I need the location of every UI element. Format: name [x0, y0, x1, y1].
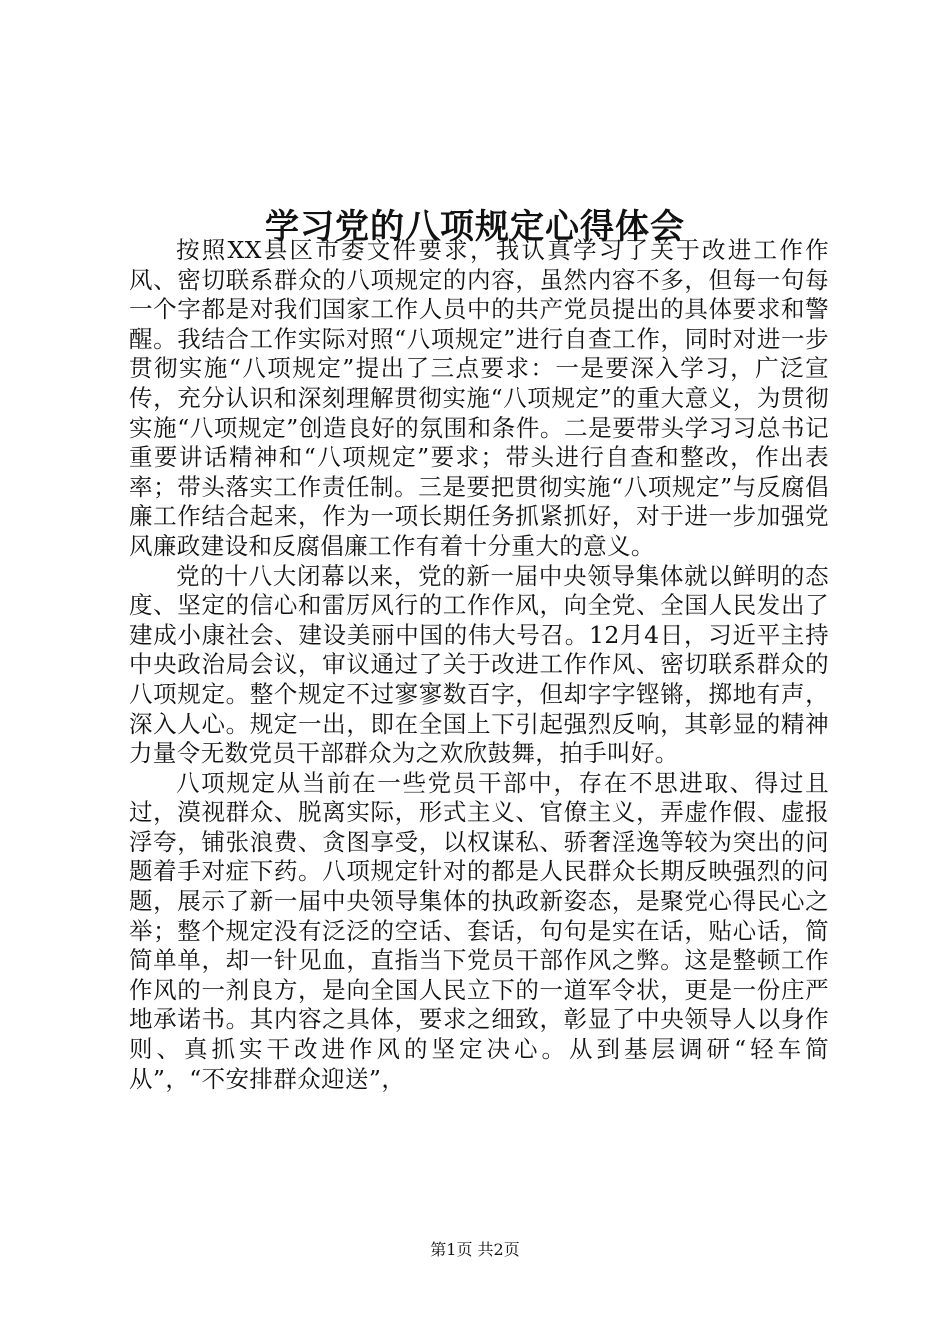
document-body [129, 236, 829, 1094]
page-number-footer: 第1页 共2页 [430, 1240, 520, 1259]
paragraph-1: 按照XX县区市委文件要求，我认真学习了关于改进工作作风、密切联系群众的八项规定的内容，虽然内容不多，但每一句每一个字都是对我们国家工作人员中的共产党员提出的具体要求和警醒。我结合工作实际对照“八项规定”进行自查工作，同时对进一步贯彻实施“八项规定”提出了三点要求：一是要深入学习，广泛宣传，充分认识和深刻理解贯彻实施“八项规定”的重大意义，为贯彻实施“八项规定”创造良好的氛围和条件。二是要带头学习习总书记重要讲话精神和“八项规定”要求；带头进行自查和整改，作出表率；带头落实工作责任制。三是要把贯彻实施“八项规定”与反腐倡廉工作结合起来，作为一项长期任务抓紧抓好，对于进一步加强党风廉政建设和反腐倡廉工作有着十分重大的意义。 [129, 236, 829, 560]
paragraph-2: 党的十八大闭幕以来，党的新一届中央领导集体就以鲜明的态度、坚定的信心和雷厉风行的工作作风，向全党、全国人民发出了建成小康社会、建设美丽中国的伟大号召。12月4日，习近平主持中央政治局会议，审议通过了关于改进工作作风、密切联系群众的八项规定。整个规定不过寥寥数百字，但却字字铿锵，掷地有声，深入人心。规定一出，即在全国上下引起强烈反响，其彰显的精神力量令无数党员干部群众为之欢欣鼓舞，拍手叫好。 [129, 561, 829, 768]
document-title: 学习党的八项规定心得体会 [265, 206, 685, 247]
paragraph-3: 八项规定从当前在一些党员干部中，存在不思进取、得过且过，漠视群众、脱离实际，形式主义、官僚主义，弄虚作假、虚报浮夸，铺张浪费、贪图享受，以权谋私、骄奢淫逸等较为突出的问题着手对症下药。八项规定针对的都是人民群众长期反映强烈的问题，展示了新一届中央领导集体的执政新姿态，是聚党心得民心之举；整个规定没有泛泛的空话、套话，句句是实在话，贴心话，简简单单，却一针见血，直指当下党员干部作风之弊。这是整顿工作作风的一剂良方，是向全国人民立下的一道军令状，更是一份庄严地承诺书。其内容之具体，要求之细致，彰显了中央领导人以身作则、真抓实干改进作风的坚定决心。从到基层调研“轻车简从”，“不安排群众迎送”， [129, 768, 829, 1093]
